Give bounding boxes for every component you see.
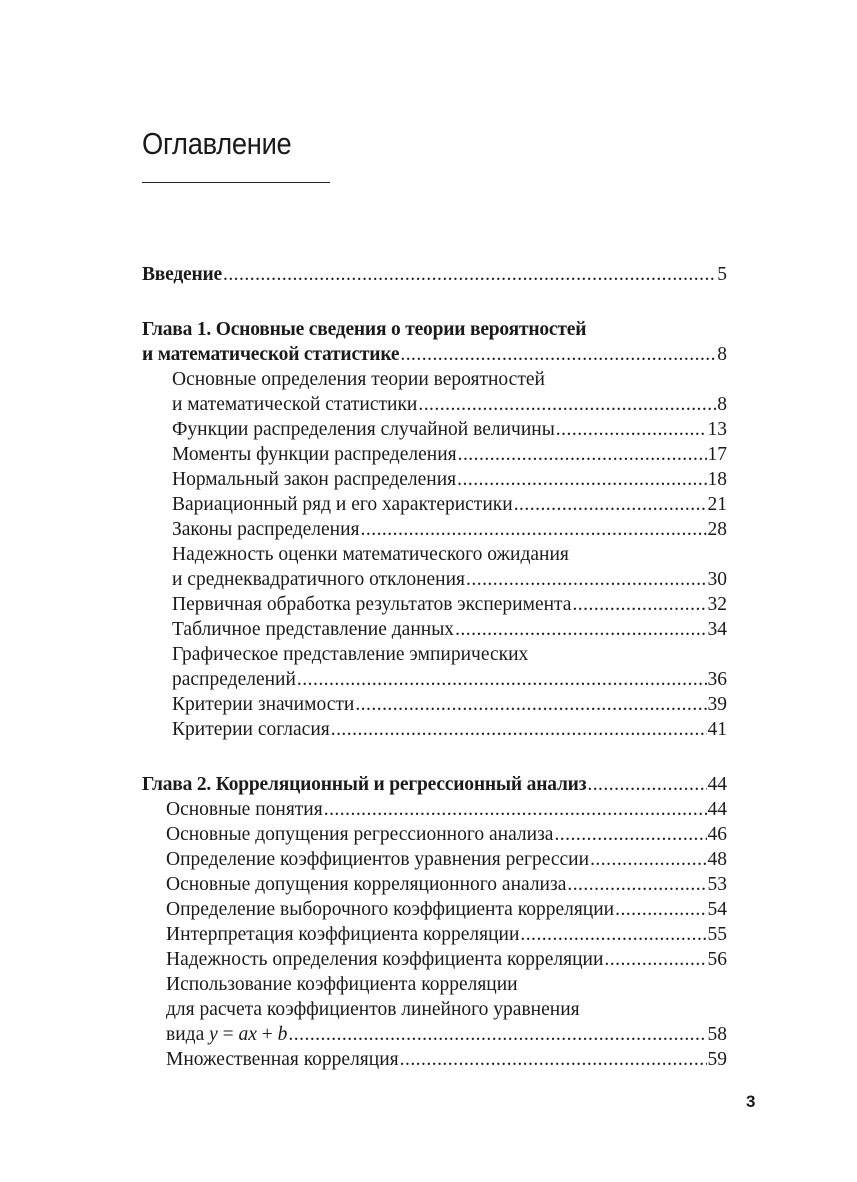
toc-entry[interactable]	[142, 642, 727, 692]
toc-entry-label: распределений	[172, 669, 296, 690]
toc-chapter-title-line: и математической статистике	[142, 344, 400, 365]
toc-page-number: 36	[707, 669, 727, 690]
toc-page-number: 56	[707, 949, 727, 970]
toc-entry-label: Законы распределения	[172, 519, 360, 540]
toc-entry-intro[interactable]	[142, 262, 727, 287]
dot-leader	[418, 392, 716, 417]
toc-chapter-2-items	[142, 797, 727, 1072]
toc-entry[interactable]	[142, 542, 727, 592]
toc-entry-label-line: Основные определения теории вероятностей	[172, 369, 545, 390]
toc-entry-label: Вариационный ряд и его характеристики	[172, 494, 513, 515]
dot-leader	[567, 872, 706, 897]
toc-chapter-1[interactable]	[142, 317, 727, 367]
dot-leader	[355, 692, 706, 717]
toc-page-number: 53	[707, 874, 727, 895]
toc-entry[interactable]	[142, 717, 727, 742]
toc-page-number: 21	[707, 494, 727, 515]
dot-leader	[331, 717, 707, 742]
toc-entry[interactable]	[142, 692, 727, 717]
toc-entry-label: Функции распределения случайной величины	[172, 419, 555, 440]
toc-page-number: 46	[707, 824, 727, 845]
toc-chapter-1-items	[142, 367, 727, 742]
toc-page-number: 54	[707, 899, 727, 920]
toc-page-number: 48	[707, 849, 727, 870]
dot-leader	[604, 947, 706, 972]
toc-entry-label: Моменты функции распределения	[172, 444, 457, 465]
toc-page-number: 8	[717, 344, 727, 365]
toc-page-number: 39	[707, 694, 727, 715]
toc-entry-label-line: для расчета коэффициентов линейного уравнения	[166, 999, 580, 1020]
toc-entry[interactable]	[142, 847, 727, 872]
dot-leader	[514, 492, 707, 517]
dot-leader	[590, 847, 706, 872]
toc-entry-label: Основные допущения корреляционного анализа	[166, 874, 567, 895]
toc-chapter-title-line: Глава 1. Основные сведения о теории вероятностей	[142, 319, 587, 340]
toc-entry[interactable]	[142, 797, 727, 822]
toc-entry[interactable]	[142, 1047, 727, 1072]
toc-page-number: 32	[707, 594, 727, 615]
dot-leader	[466, 567, 706, 592]
toc-entry[interactable]	[142, 467, 727, 492]
toc-entry[interactable]	[142, 367, 727, 417]
toc-entry-label: Определение выборочного коэффициента корреляции	[166, 899, 615, 920]
toc-page-number: 58	[707, 1024, 727, 1045]
toc-entry[interactable]	[142, 417, 727, 442]
toc-chapter-2[interactable]	[142, 772, 727, 797]
toc-page-number: 8	[717, 394, 727, 415]
toc-entry[interactable]	[142, 822, 727, 847]
page-number: 3	[746, 1092, 756, 1111]
toc-entry-label: Надежность определения коэффициента корреляции	[166, 949, 604, 970]
page-title: Оглавление	[142, 126, 292, 161]
toc-entry[interactable]	[142, 897, 727, 922]
toc-entry-label: Введение	[142, 264, 222, 285]
dot-leader	[297, 667, 707, 692]
toc-page-number: 55	[707, 924, 727, 945]
toc-entry-label: и математической статистики	[172, 394, 418, 415]
toc-page-number: 44	[707, 799, 727, 820]
dot-leader	[223, 262, 716, 287]
toc-entry-label: Нормальный закон распределения	[172, 469, 457, 490]
toc-entry-label: Критерии согласия	[172, 719, 330, 740]
toc-entry-label-line: Графическое представление эмпирических	[172, 644, 529, 665]
toc-entry[interactable]	[142, 872, 727, 897]
toc-entry[interactable]	[142, 517, 727, 542]
toc-entry[interactable]	[142, 972, 727, 1047]
dot-leader	[554, 822, 706, 847]
toc-page-number: 59	[707, 1049, 727, 1070]
toc-entry-label: и среднеквадратичного отклонения	[172, 569, 466, 590]
dot-leader	[572, 592, 706, 617]
toc-entry-label: Основные допущения регрессионного анализа	[166, 824, 554, 845]
dot-leader	[324, 797, 707, 822]
dot-leader	[400, 1047, 707, 1072]
toc-chapter-title-line: Глава 2. Корреляционный и регрессионный анализ	[142, 774, 587, 795]
toc-entry[interactable]	[142, 492, 727, 517]
toc-entry-label: Множественная корреляция	[166, 1049, 399, 1070]
dot-leader	[615, 897, 706, 922]
toc-entry-label-line: Использование коэффициента корреляции	[166, 974, 518, 995]
toc-entry[interactable]	[142, 592, 727, 617]
dot-leader	[288, 1022, 706, 1047]
toc-page-number: 34	[707, 619, 727, 640]
toc-entry[interactable]	[142, 617, 727, 642]
table-of-contents	[142, 262, 727, 1072]
dot-leader	[361, 517, 707, 542]
toc-entry-label: вида y = ax + b	[166, 1024, 288, 1045]
toc-entry-label: Критерии значимости	[172, 694, 355, 715]
toc-page-number: 17	[707, 444, 727, 465]
dot-leader	[455, 617, 706, 642]
toc-entry-label: Интерпретация коэффициента корреляции	[166, 924, 520, 945]
toc-page-number: 18	[707, 469, 727, 490]
dot-leader	[520, 922, 706, 947]
toc-entry[interactable]	[142, 442, 727, 467]
toc-page-number: 13	[707, 419, 727, 440]
title-underline	[142, 182, 330, 183]
toc-page-number: 28	[707, 519, 727, 540]
dot-leader	[457, 467, 706, 492]
toc-page-number: 41	[707, 719, 727, 740]
dot-leader	[400, 342, 716, 367]
toc-entry-label: Табличное представление данных	[172, 619, 455, 640]
toc-entry[interactable]	[142, 947, 727, 972]
toc-entry[interactable]	[142, 922, 727, 947]
toc-entry-label: Основные понятия	[166, 799, 323, 820]
toc-page-number: 5	[717, 264, 727, 285]
toc-entry-label: Первичная обработка результатов эксперимента	[172, 594, 572, 615]
dot-leader	[458, 442, 707, 467]
toc-entry-label-line: Надежность оценки математического ожидания	[172, 544, 569, 565]
dot-leader	[587, 772, 706, 797]
toc-page-number: 30	[707, 569, 727, 590]
toc-entry-label: Определение коэффициентов уравнения регрессии	[166, 849, 590, 870]
dot-leader	[556, 417, 707, 442]
toc-page-number: 44	[707, 774, 727, 795]
